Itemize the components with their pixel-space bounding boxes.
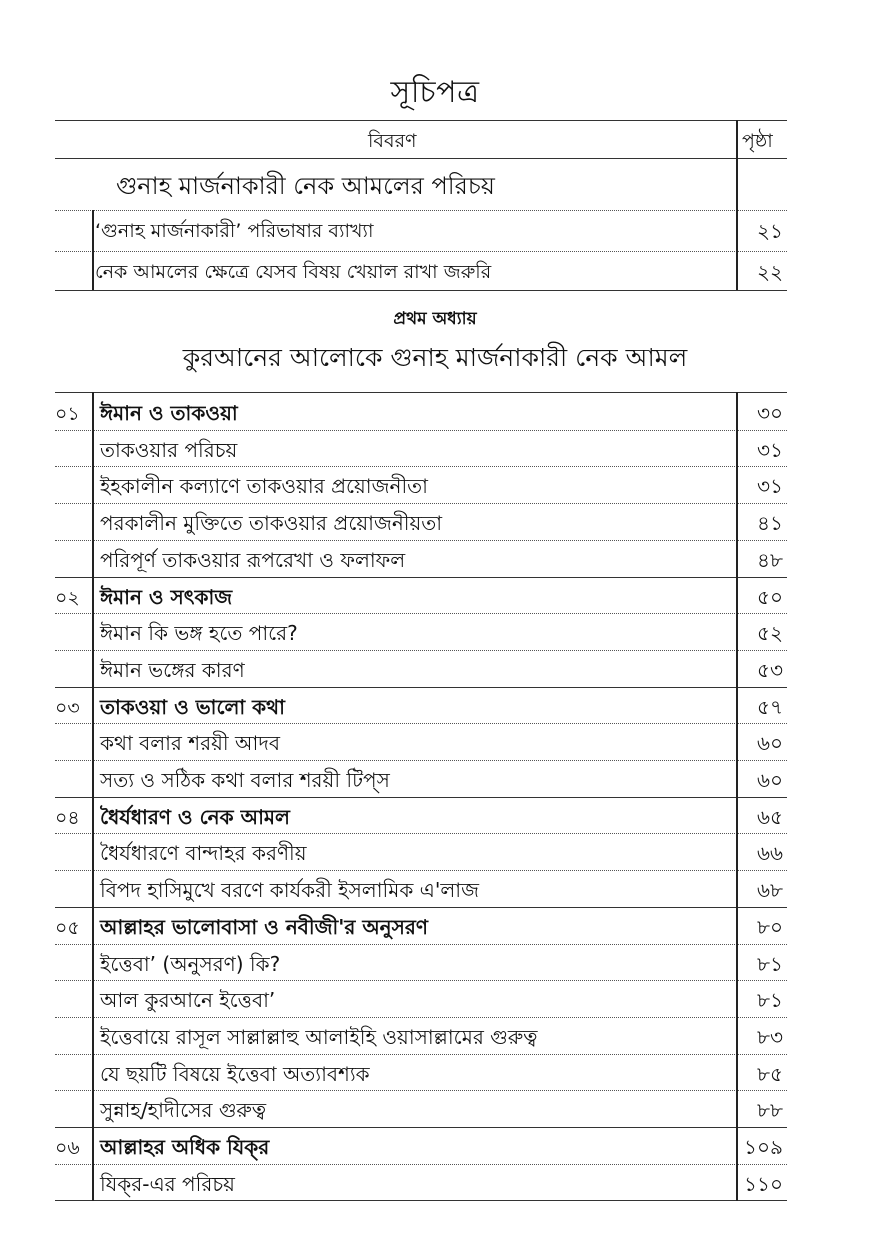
page-number: ৩১ <box>757 474 783 499</box>
table-row <box>55 1091 787 1127</box>
list-item <box>55 253 787 289</box>
page-title: সূচিপত্র <box>390 75 480 111</box>
page-number: ৪৮ <box>757 547 783 572</box>
column-header-description: বিবরণ <box>368 130 417 152</box>
page-number: ৮১ <box>757 951 783 976</box>
entry-title: ঈমান ও তাকওয়া <box>100 401 238 425</box>
page-number: ১১০ <box>744 1171 783 1196</box>
entry-title: তাকওয়ার পরিচয় <box>100 437 238 462</box>
page-number: ৩১ <box>757 437 783 462</box>
intro-heading: গুনাহ মার্জনাকারী নেক আমলের পরিচয় <box>116 172 495 200</box>
list-item <box>55 212 787 248</box>
page-column-line <box>736 120 738 290</box>
divider <box>55 251 787 252</box>
page-number: ৫০ <box>757 584 783 609</box>
toc-section-row <box>55 798 787 834</box>
page-number: ২২ <box>756 260 783 284</box>
page-number: ৮৩ <box>757 1024 783 1049</box>
table-row <box>55 724 787 760</box>
page-number: ৮৫ <box>757 1061 783 1086</box>
page-column-line <box>736 392 738 1201</box>
entry-title: ঈমান কি ভঙ্গ হতে পারে? <box>100 621 298 646</box>
divider <box>55 1200 787 1201</box>
entry-title: কথা বলার শরয়ী আদব <box>100 731 280 756</box>
page-number: ৬৬ <box>756 841 783 866</box>
page-number: ৮১ <box>757 988 783 1013</box>
header-bottom-rule <box>55 158 787 159</box>
table-row <box>55 761 787 797</box>
page-number: ২১ <box>757 219 783 243</box>
header-top-rule <box>55 120 787 121</box>
entry-title: পরিপূর্ণ তাকওয়ার রূপরেখা ও ফলাফল <box>100 547 406 572</box>
table-row <box>55 467 787 503</box>
entry-title: বিপদ হাসিমুখে বরণে কার্যকরী ইসলামিক এ'লাজ <box>100 878 479 903</box>
column-header-page: পৃষ্ঠা <box>742 130 773 152</box>
table-row <box>55 1165 787 1201</box>
page-number: ৮০ <box>757 914 783 939</box>
table-row <box>55 945 787 981</box>
divider <box>55 210 787 211</box>
page-number: ৩০ <box>756 401 783 425</box>
page-number: ৫৭ <box>757 694 783 719</box>
entry-title: সুন্নাহ/হাদীসের গুরুত্ব <box>100 1098 267 1123</box>
toc-section-row <box>55 688 787 724</box>
chapter-title: কুরআনের আলোকে গুনাহ মার্জনাকারী নেক আমল <box>182 343 688 372</box>
table-row <box>55 614 787 650</box>
page-number: ৪১ <box>757 511 783 536</box>
number-column-line <box>92 210 94 290</box>
entry-title: নেক আমলের ক্ষেত্রে যেসব বিষয় খেয়াল রাখা জরুরি <box>95 261 492 283</box>
table-row <box>55 651 787 687</box>
page-number: ৮৮ <box>757 1098 783 1123</box>
page-number: ১০৯ <box>744 1135 783 1159</box>
entry-title: ইত্তেবায়ে রাসূল সাল্লাল্লাহু আলাইহি ওয়াসাল্লামের গুরুত্ব <box>100 1024 538 1049</box>
page-number: ৬০ <box>756 731 783 756</box>
section-number: ০৫ <box>55 916 80 939</box>
entry-title: ইত্তেবা’ (অনুসরণ) কি? <box>100 951 281 976</box>
page-number: ৫৩ <box>757 657 783 682</box>
toc-section-row <box>55 908 787 944</box>
entry-title: ধৈর্যধারণে বান্দাহর করণীয় <box>100 841 307 866</box>
section-number: ০৩ <box>55 696 80 719</box>
table-row <box>55 871 787 907</box>
table-row <box>55 431 787 467</box>
page-number: ৫২ <box>757 621 783 646</box>
entry-title: ইহকালীন কল্যাণে তাকওয়ার প্রয়োজনীতা <box>100 474 428 499</box>
toc-section-row <box>55 394 787 430</box>
table-row <box>55 1018 787 1054</box>
toc-section-row <box>55 578 787 614</box>
table-top-rule <box>55 392 787 393</box>
number-column-line <box>92 392 94 1201</box>
toc-section-row <box>55 1128 787 1164</box>
page-number: ৬৫ <box>757 804 783 829</box>
section-number: ০২ <box>55 586 80 609</box>
entry-title: যে ছয়টি বিষয়ে ইত্তেবা অত্যাবশ্যক <box>100 1061 370 1086</box>
divider <box>55 290 787 291</box>
entry-title: আল্লাহর ভালোবাসা ও নবীজী'র অনুসরণ <box>100 914 428 939</box>
entry-title: ধৈর্যধারণ ও নেক আমল <box>100 804 290 829</box>
table-row <box>55 834 787 870</box>
table-row <box>55 541 787 577</box>
page-number: ৬৮ <box>757 878 783 903</box>
table-row <box>55 504 787 540</box>
chapter-label: প্রথম অধ্যায় <box>393 309 477 329</box>
table-row <box>55 1055 787 1091</box>
section-number: ০১ <box>55 403 80 425</box>
section-number: ০৬ <box>55 1137 80 1159</box>
entry-title: সত্য ও সঠিক কথা বলার শরয়ী টিপ্‌স <box>100 768 390 792</box>
entry-title: ঈমান ও সৎকাজ <box>100 584 233 609</box>
entry-title: ‘গুনাহ মার্জনাকারী’ পরিভাষার ব্যাখ্যা <box>95 220 374 242</box>
entry-title: আল কুরআনে ইত্তেবা’ <box>100 988 276 1013</box>
entry-title: যিক্‌র-এর পরিচয় <box>100 1171 235 1196</box>
table-row <box>55 981 787 1017</box>
entry-title: ঈমান ভঙ্গের কারণ <box>100 657 245 682</box>
page-number: ৬০ <box>756 768 783 792</box>
entry-title: তাকওয়া ও ভালো কথা <box>100 694 285 719</box>
entry-title: পরকালীন মুক্তিতে তাকওয়ার প্রয়োজনীয়তা <box>100 511 443 536</box>
entry-title: আল্লাহর অধিক যিক্‌র <box>100 1135 270 1159</box>
section-number: ০৪ <box>55 806 80 829</box>
